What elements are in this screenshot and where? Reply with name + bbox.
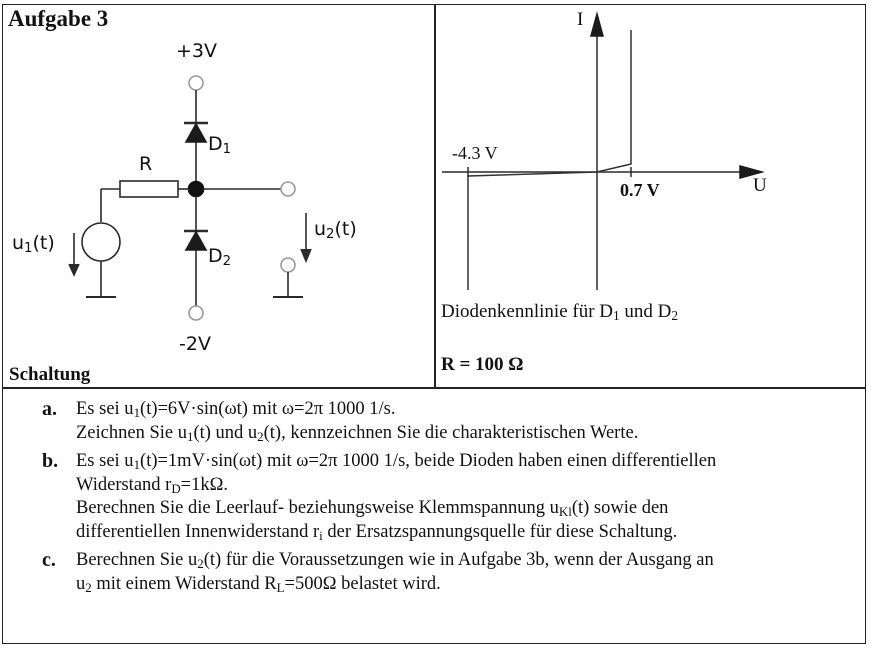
subscript: Kl [558, 504, 572, 519]
text-run: (t)=1mV·sin(ωt) mit ω=2π 1000 1/s, beide Dioden haben einen differentiellen [140, 451, 717, 471]
subscript: 1 [133, 405, 141, 420]
task-marker: c. [42, 549, 56, 571]
task-line [76, 497, 862, 521]
text-run: Es sei u [76, 399, 134, 419]
u2-label: $u_2(t)$ [314, 218, 357, 242]
subscript: 1 [186, 428, 194, 444]
text-run: mit einem Widerstand R [91, 573, 277, 594]
subscript: 2 [197, 556, 204, 571]
text-run: (t)=6V·sin(ωt) mit ω=2π 1000 1/s. [140, 399, 396, 419]
text-run: Zeichnen Sie u [76, 422, 187, 443]
circuit-schematic [0, 0, 436, 389]
task-line [76, 474, 862, 498]
task-line [76, 573, 862, 597]
task-line [76, 549, 862, 573]
u-axis-label: U [753, 175, 767, 196]
text-run: Berechnen Sie die Leerlauf- beziehungsweise Klemmspannung u [76, 498, 559, 518]
exercise-title: Aufgabe 3 [8, 6, 109, 31]
diode-d1-symbol [186, 124, 206, 142]
text-run: =1kΩ. [180, 474, 228, 495]
subscript: 2 [85, 579, 92, 595]
text-run: (t) sowie den [571, 498, 669, 518]
task-text [76, 450, 862, 544]
task-line [76, 521, 862, 545]
resistor-label: R [139, 153, 153, 175]
task-marker: a. [42, 398, 57, 420]
task-text [76, 549, 862, 596]
supply-plus-label: +3V [176, 40, 218, 62]
task-item [42, 549, 862, 596]
subscript: 2 [257, 428, 264, 444]
circuit-node [189, 182, 204, 197]
resistance-value: R = 100 Ω [441, 354, 524, 375]
terminal-output [281, 182, 295, 196]
diode-d2-label: $D_2$ [208, 245, 232, 269]
task-line [76, 398, 862, 422]
task-list [42, 398, 862, 601]
task-line [76, 422, 862, 446]
subscript: D [171, 480, 181, 496]
text-run: (t) für die Voraussetzungen wie in Aufgabe 3b, wenn der Ausgang an [203, 550, 714, 570]
text-run: (t) und u [193, 422, 258, 443]
resistor-symbol [120, 181, 178, 197]
text-run: u [76, 573, 86, 594]
terminal-minus [189, 306, 203, 320]
subscript: i [319, 527, 323, 543]
text-run: (t), kennzeichnen Sie die charakteristischen Werte. [263, 422, 639, 443]
characteristic-caption: Diodenkennlinie für $D_1$ und $D_2$ [441, 301, 679, 323]
voltage-source [82, 223, 120, 261]
breakdown-voltage-label: -4.3 V [452, 143, 498, 163]
task-line [76, 450, 862, 474]
text-run: differentiellen Innenwiderstand r [76, 521, 320, 542]
terminal-plus [189, 76, 203, 90]
i-axis-label: I [577, 9, 584, 30]
text-run: Berechnen Sie u [76, 550, 198, 570]
task-text [76, 398, 862, 445]
subscript: 1 [133, 457, 141, 472]
terminal-output-ground [281, 258, 295, 272]
diode-d2-symbol [186, 232, 206, 250]
text-run: Es sei u [76, 451, 134, 471]
text-run: Widerstand r [76, 474, 172, 495]
u1-label: $u_1(t)$ [12, 232, 55, 256]
subscript: L [276, 579, 285, 595]
i-axis-arrowhead [591, 14, 603, 36]
task-item [42, 398, 862, 445]
supply-minus-label: -2V [179, 333, 211, 355]
text-run: der Ersatzspannungsquelle für diese Schaltung. [322, 521, 678, 542]
schaltung-label: Schaltung [9, 364, 91, 385]
task-marker: b. [42, 450, 59, 472]
text-run: =500Ω belastet wird. [284, 573, 441, 594]
task-item [42, 450, 862, 544]
forward-voltage-label: 0.7 V [620, 180, 660, 200]
diode-d1-label: $D_1$ [208, 133, 232, 157]
